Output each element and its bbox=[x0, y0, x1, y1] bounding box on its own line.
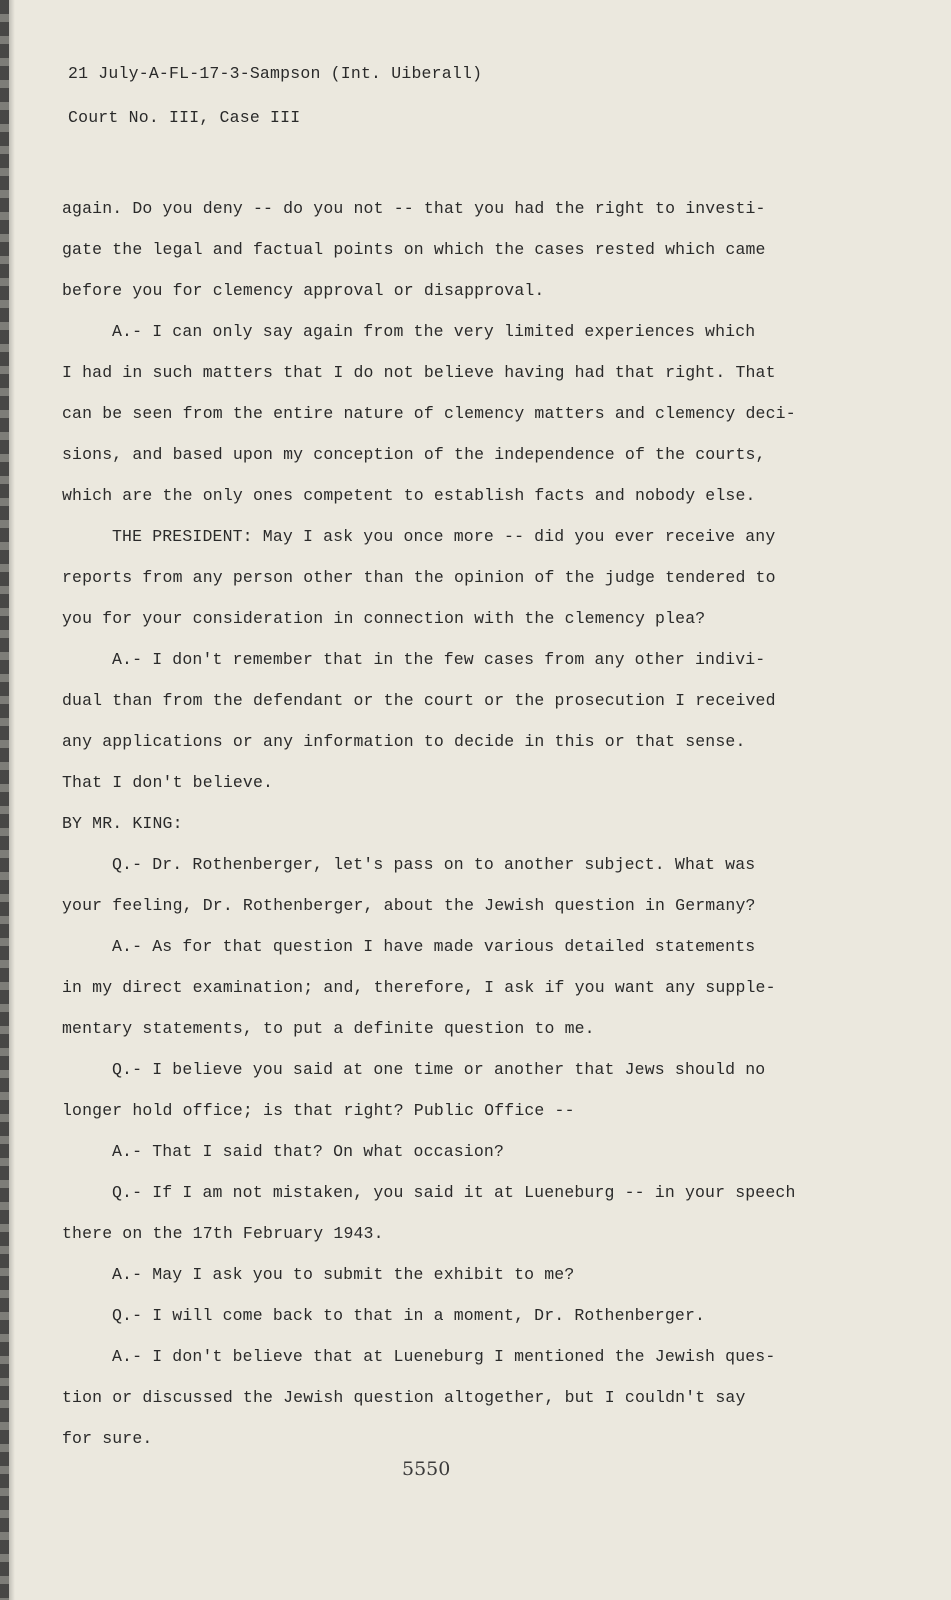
header-case-reference: 21 July-A-FL-17-3-Sampson (Int. Uiberall) bbox=[68, 64, 483, 83]
transcript-line: That I don't believe. bbox=[62, 773, 274, 792]
transcript-line: Q.- I believe you said at one time or another that Jews should no bbox=[112, 1060, 766, 1079]
transcript-line: A.- I don't believe that at Lueneburg I mentioned the Jewish ques- bbox=[112, 1347, 776, 1366]
transcript-line: you for your consideration in connection with the clemency plea? bbox=[62, 609, 706, 628]
transcript-line: Q.- Dr. Rothenberger, let's pass on to another subject. What was bbox=[112, 855, 756, 874]
transcript-line: Q.- I will come back to that in a moment, Dr. Rothenberger. bbox=[112, 1306, 706, 1325]
transcript-line: for sure. bbox=[62, 1429, 153, 1448]
binding-shadow bbox=[9, 0, 15, 1600]
transcript-line: Q.- If I am not mistaken, you said it at Lueneburg -- in your speech bbox=[112, 1183, 796, 1202]
transcript-line: mentary statements, to put a definite question to me. bbox=[62, 1019, 595, 1038]
transcript-line: there on the 17th February 1943. bbox=[62, 1224, 384, 1243]
transcript-line: can be seen from the entire nature of clemency matters and clemency deci- bbox=[62, 404, 796, 423]
transcript-line: dual than from the defendant or the court or the prosecution I received bbox=[62, 691, 776, 710]
transcript-line: again. Do you deny -- do you not -- that you had the right to investi- bbox=[62, 199, 766, 218]
transcript-line: gate the legal and factual points on which the cases rested which came bbox=[62, 240, 766, 259]
transcript-line: A.- May I ask you to submit the exhibit to me? bbox=[112, 1265, 575, 1284]
transcript-line: A.- That I said that? On what occasion? bbox=[112, 1142, 505, 1161]
transcript-line: your feeling, Dr. Rothenberger, about the Jewish question in Germany? bbox=[62, 896, 756, 915]
page-number: 5550 bbox=[402, 1458, 451, 1480]
transcript-line: I had in such matters that I do not believe having had that right. That bbox=[62, 363, 776, 382]
transcript-line: A.- I can only say again from the very limited experiences which bbox=[112, 322, 756, 341]
transcript-line: before you for clemency approval or disapproval. bbox=[62, 281, 545, 300]
transcript-line: longer hold office; is that right? Public Office -- bbox=[62, 1101, 575, 1120]
transcript-body bbox=[62, 188, 842, 1459]
transcript-line: tion or discussed the Jewish question altogether, but I couldn't say bbox=[62, 1388, 746, 1407]
transcript-line: BY MR. KING: bbox=[62, 814, 183, 833]
transcript-line: which are the only ones competent to establish facts and nobody else. bbox=[62, 486, 756, 505]
binding-edge bbox=[0, 0, 9, 1600]
transcript-line: THE PRESIDENT: May I ask you once more -- did you ever receive any bbox=[112, 527, 776, 546]
header-court-case: Court No. III, Case III bbox=[68, 108, 301, 127]
transcript-line: sions, and based upon my conception of the independence of the courts, bbox=[62, 445, 766, 464]
transcript-line: A.- As for that question I have made various detailed statements bbox=[112, 937, 756, 956]
transcript-line: any applications or any information to decide in this or that sense. bbox=[62, 732, 746, 751]
transcript-line: A.- I don't remember that in the few cases from any other indivi- bbox=[112, 650, 766, 669]
transcript-line: reports from any person other than the opinion of the judge tendered to bbox=[62, 568, 776, 587]
transcript-line: in my direct examination; and, therefore, I ask if you want any supple- bbox=[62, 978, 776, 997]
